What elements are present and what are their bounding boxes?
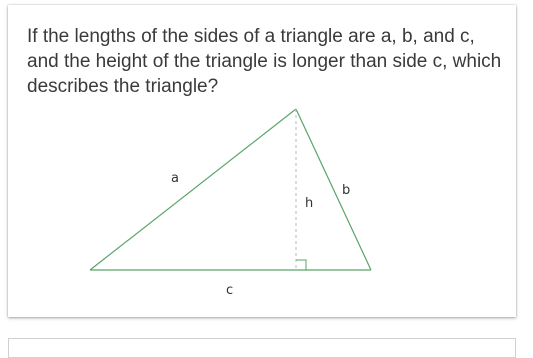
next-card-edge (8, 338, 516, 358)
label-h: h (305, 196, 314, 211)
question-text: If the lengths of the sides of a triangle are a, b, and c, and the height of the triangle is longer than side c, which describes the triangle? (27, 26, 502, 97)
triangle-figure (8, 5, 516, 317)
label-a: a (171, 171, 179, 186)
label-c: c (226, 283, 234, 298)
right-angle-marker (296, 260, 306, 270)
side-b (296, 109, 371, 270)
label-b: b (342, 183, 351, 198)
side-a (90, 109, 296, 270)
question-card (8, 5, 516, 317)
